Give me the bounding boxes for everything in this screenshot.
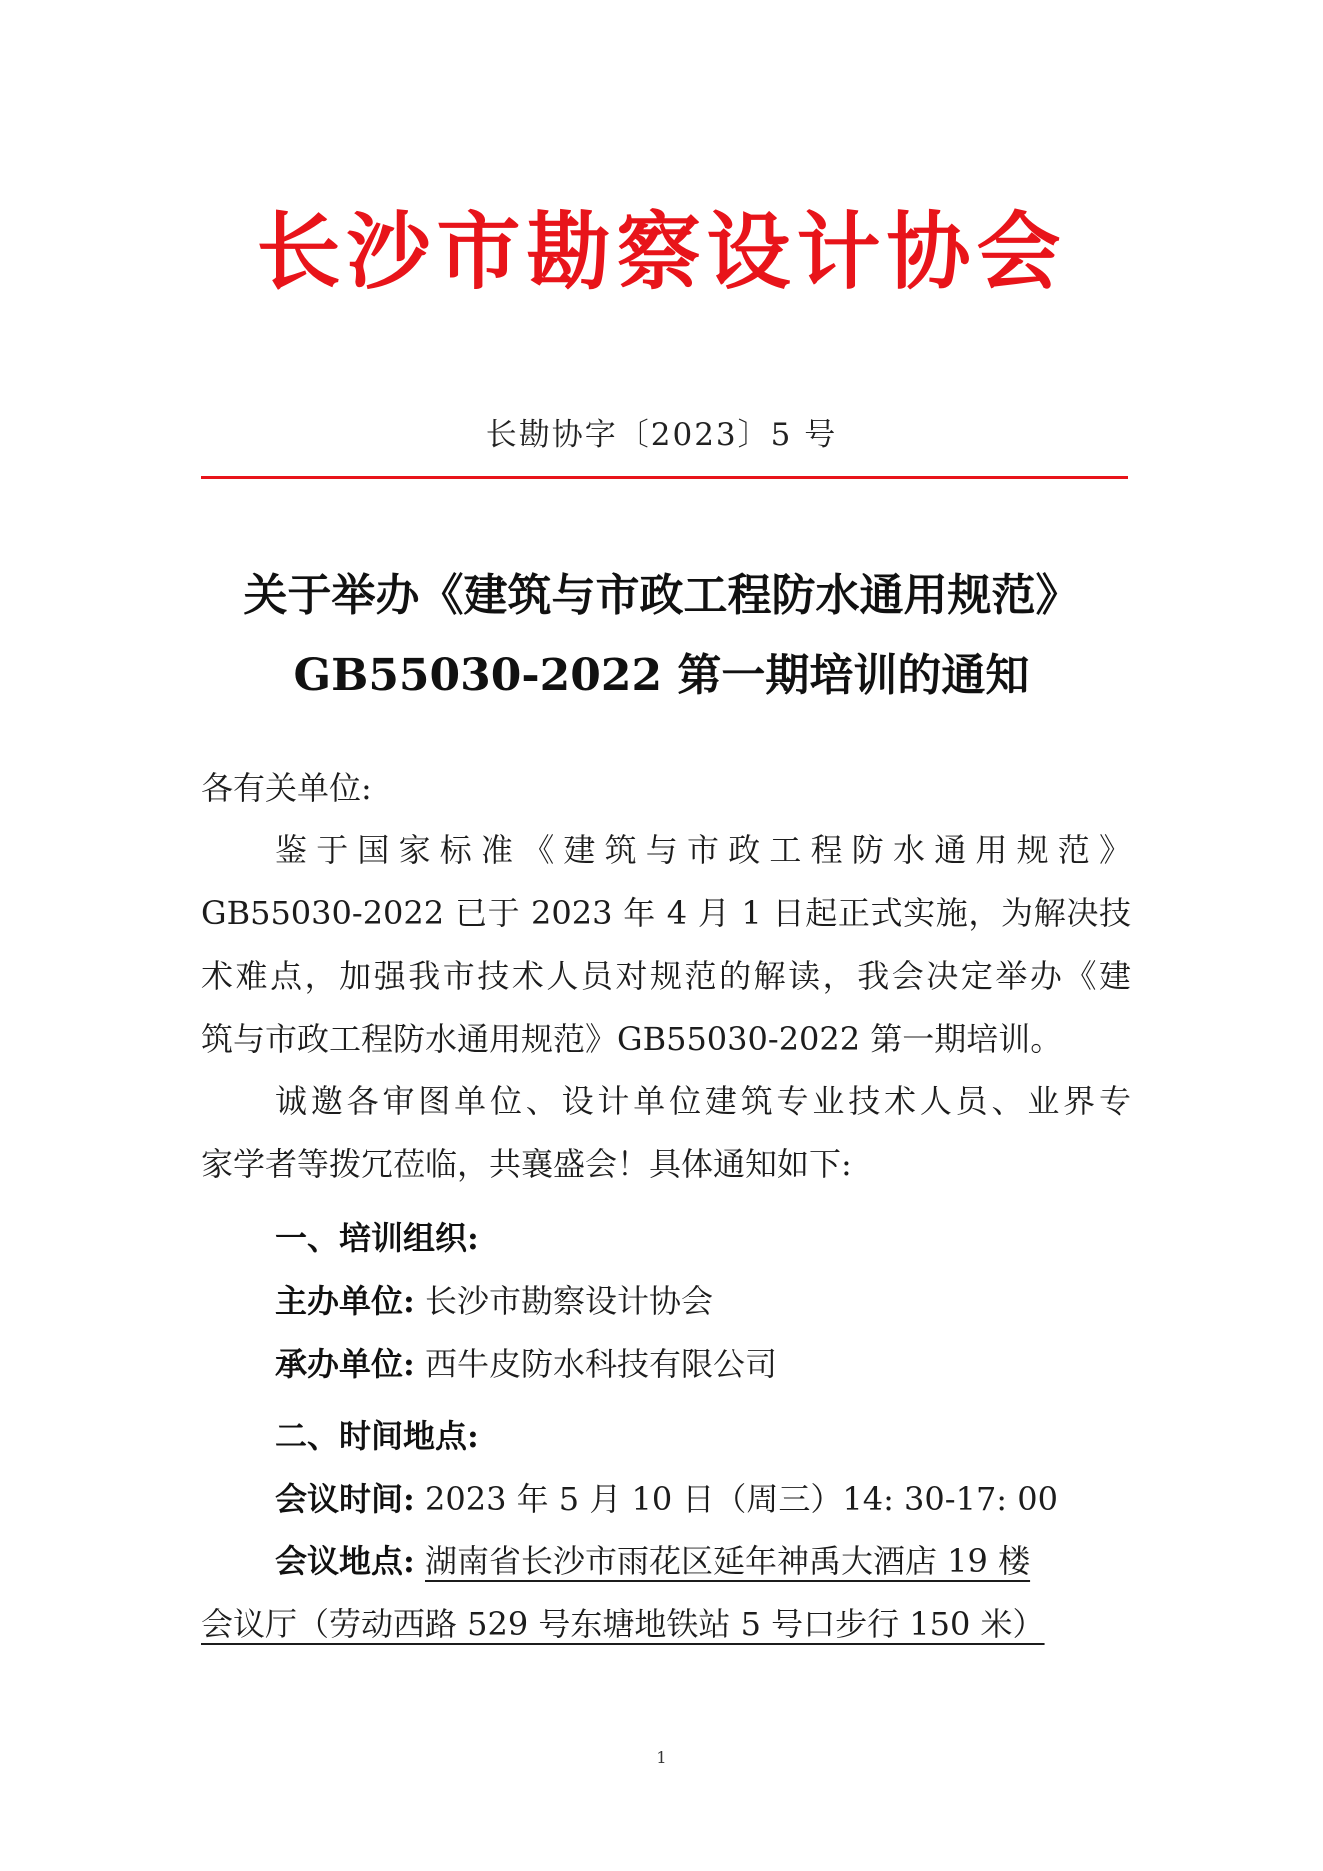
organizer-row: [275, 1345, 1131, 1383]
host-row: [275, 1282, 1131, 1320]
time-label: 会议时间:: [275, 1480, 415, 1518]
paragraph-1-line-3: 术难点，加强我市技术人员对规范的解读，我会决定举办《建: [201, 957, 1131, 995]
paragraph-2-line-1: 诚邀各审图单位、设计单位建筑专业技术人员、业界专: [275, 1082, 1131, 1120]
paragraph-2-line-2: 家学者等拨冗莅临，共襄盛会！具体通知如下:: [201, 1145, 852, 1183]
page-number: 1: [656, 1748, 667, 1767]
notice-title-line-1: 关于举办《建筑与市政工程防水通用规范》: [243, 570, 1080, 621]
section-1-heading: 一、培训组织:: [275, 1219, 479, 1257]
letterhead-divider: [201, 476, 1128, 479]
notice-title-line-2: GB55030-2022 第一期培训的通知: [293, 650, 1030, 701]
paragraph-1-line-2: GB55030-2022 已于 2023 年 4 月 1 日起正式实施，为解决技: [201, 894, 1131, 932]
time-row: [275, 1480, 1131, 1518]
salutation: 各有关单位:: [201, 769, 372, 807]
document-number: 长勘协字〔2023〕5 号: [485, 417, 838, 453]
host-label: 主办单位:: [275, 1282, 415, 1320]
organization-letterhead: 长沙市勘察设计协会: [256, 202, 1067, 301]
paragraph-1-line-4: 筑与市政工程防水通用规范》GB55030-2022 第一期培训。: [201, 1020, 1063, 1058]
section-2-heading: 二、时间地点:: [275, 1417, 479, 1455]
place-row: [275, 1542, 1131, 1580]
place-value-line-2: 会议厅（劳动西路 529 号东塘地铁站 5 号口步行 150 米）: [201, 1605, 1045, 1643]
place-value-line-1: 湖南省长沙市雨花区延年神禹大酒店 19 楼: [425, 1542, 1031, 1580]
place-label: 会议地点:: [275, 1542, 415, 1580]
organizer-value: 西牛皮防水科技有限公司: [425, 1345, 778, 1383]
host-value: 长沙市勘察设计协会: [425, 1282, 714, 1320]
paragraph-1-line-1: 鉴于国家标准《建筑与市政工程防水通用规范》: [275, 831, 1131, 869]
time-value: 2023 年 5 月 10 日（周三）14: 30-17: 00: [425, 1480, 1058, 1518]
place-row-continuation: [201, 1605, 1131, 1643]
organizer-label: 承办单位:: [275, 1345, 415, 1383]
